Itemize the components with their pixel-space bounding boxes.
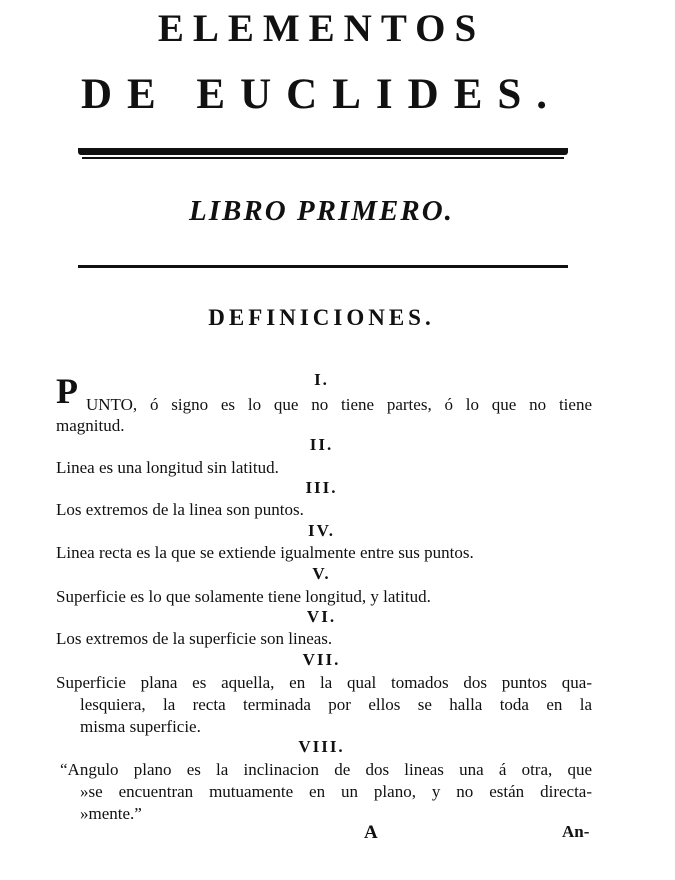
definition-text-line: misma superficie. [80,717,201,736]
catchword: An- [562,822,590,841]
signature-mark: A [364,822,378,843]
definition-text-line: Los extremos de la superficie son lineas. [56,629,333,648]
definition-numeral: IV. [308,521,335,540]
definition-text-line: Superficie es lo que solamente tiene longitud, y latitud. [56,587,431,606]
ornamental-rule-thick [78,148,568,155]
definition-text-line: »mente.” [80,804,142,823]
definition-numeral: III. [305,478,338,497]
definition-text-line: Linea recta es la que se extiende igualmente entre sus puntos. [56,543,474,562]
definition-text-line: Superficie plana es aquella, en la qual tomados dos puntos qua- [56,673,592,692]
ornamental-rule-thin-under [82,157,564,159]
section-heading: DEFINICIONES. [208,305,435,330]
definition-text-line: “Angulo plano es la inclinacion de dos lineas una á otra, que [60,760,592,779]
definition-numeral: VI. [306,607,337,626]
title-line-2: DE EUCLIDES. [80,71,563,118]
definition-text-line: UNTO, ó signo es lo que no tiene partes, ó lo que no tiene [86,395,592,414]
drop-cap: P [56,371,78,411]
definition-numeral: VIII. [298,737,345,756]
book-heading: LIBRO PRIMERO. [189,195,454,227]
definition-numeral: II. [309,435,334,454]
definition-text-line: magnitud. [56,416,125,435]
definition-text-line: lesquiera, la recta terminada por ellos se halla toda en la [80,695,592,714]
definition-numeral: VII. [302,650,341,669]
definition-numeral: V. [312,564,331,583]
section-rule [78,265,568,268]
definition-text-line: Linea es una longitud sin latitud. [56,458,279,477]
definition-numeral: I. [314,370,329,389]
definition-text-line: »se encuentran mutuamente en un plano, y no están directa- [80,782,592,801]
definition-text-line: Los extremos de la linea son puntos. [56,500,304,519]
title-line-1: ELEMENTOS [157,7,486,50]
